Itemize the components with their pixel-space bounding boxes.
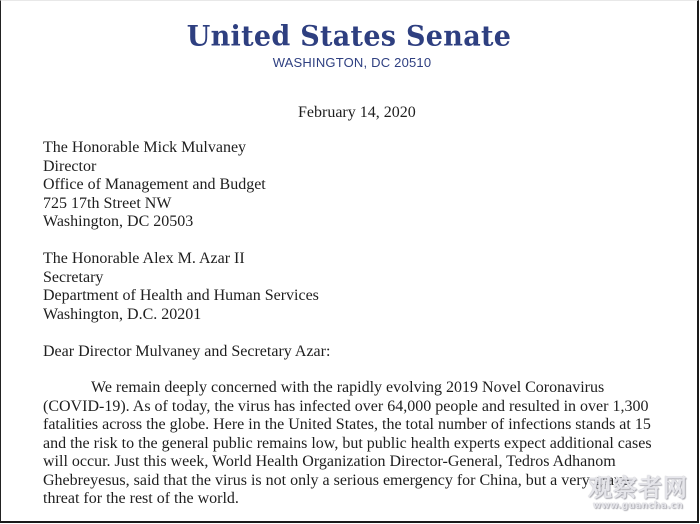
paragraph-line: will occur. Just this week, World Health Organization Director-General, Tedros Adhanom [43, 453, 616, 470]
body-paragraph [43, 379, 652, 509]
paragraph-line: fatalities across the globe. Here in the United States, the total number of infections stands at 15 [43, 416, 651, 433]
paragraph-line: We remain deeply concerned with the rapidly evolving 2019 Novel Coronavirus [91, 379, 605, 396]
recipient-city: Washington, D.C. 20201 [43, 305, 202, 323]
recipient-name: The Honorable Mick Mulvaney [43, 139, 247, 156]
paragraph-line: Ghebreyesus, said that the virus is not only a serious emergency for China, but a very grave [43, 471, 630, 489]
recipient-name: The Honorable Alex M. Azar II [43, 250, 245, 267]
watermark-url: www.guancha.cn [592, 501, 684, 511]
recipient-office: Department of Health and Human Services [43, 287, 319, 305]
salutation: Dear Director Mulvaney and Secretary Azar: [43, 343, 331, 360]
recipient-title: Secretary [43, 268, 104, 286]
paragraph-line: (COVID-19). As of today, the virus has infected over 64,000 people and resulted in over 1,300 [43, 397, 649, 415]
recipient-street: 725 17th Street NW [43, 194, 172, 212]
letter-date: February 14, 2020 [298, 104, 416, 121]
recipient-office: Office of Management and Budget [43, 176, 266, 194]
paragraph-line: threat for the rest of the world. [43, 490, 239, 507]
recipient-city: Washington, DC 20503 [43, 213, 194, 231]
recipient-title: Director [43, 157, 97, 175]
watermark-text: 观察者网 [588, 474, 688, 502]
paragraph-line: and the risk to the general public remains low, but public health experts expect additional cases [43, 434, 652, 452]
recipient-address-1 [43, 139, 266, 232]
recipient-address-2 [43, 250, 319, 324]
letterhead [1, 19, 697, 71]
letterhead-address: WASHINGTON, DC 20510 [272, 55, 432, 70]
letterhead-title: United States Senate [186, 20, 512, 53]
